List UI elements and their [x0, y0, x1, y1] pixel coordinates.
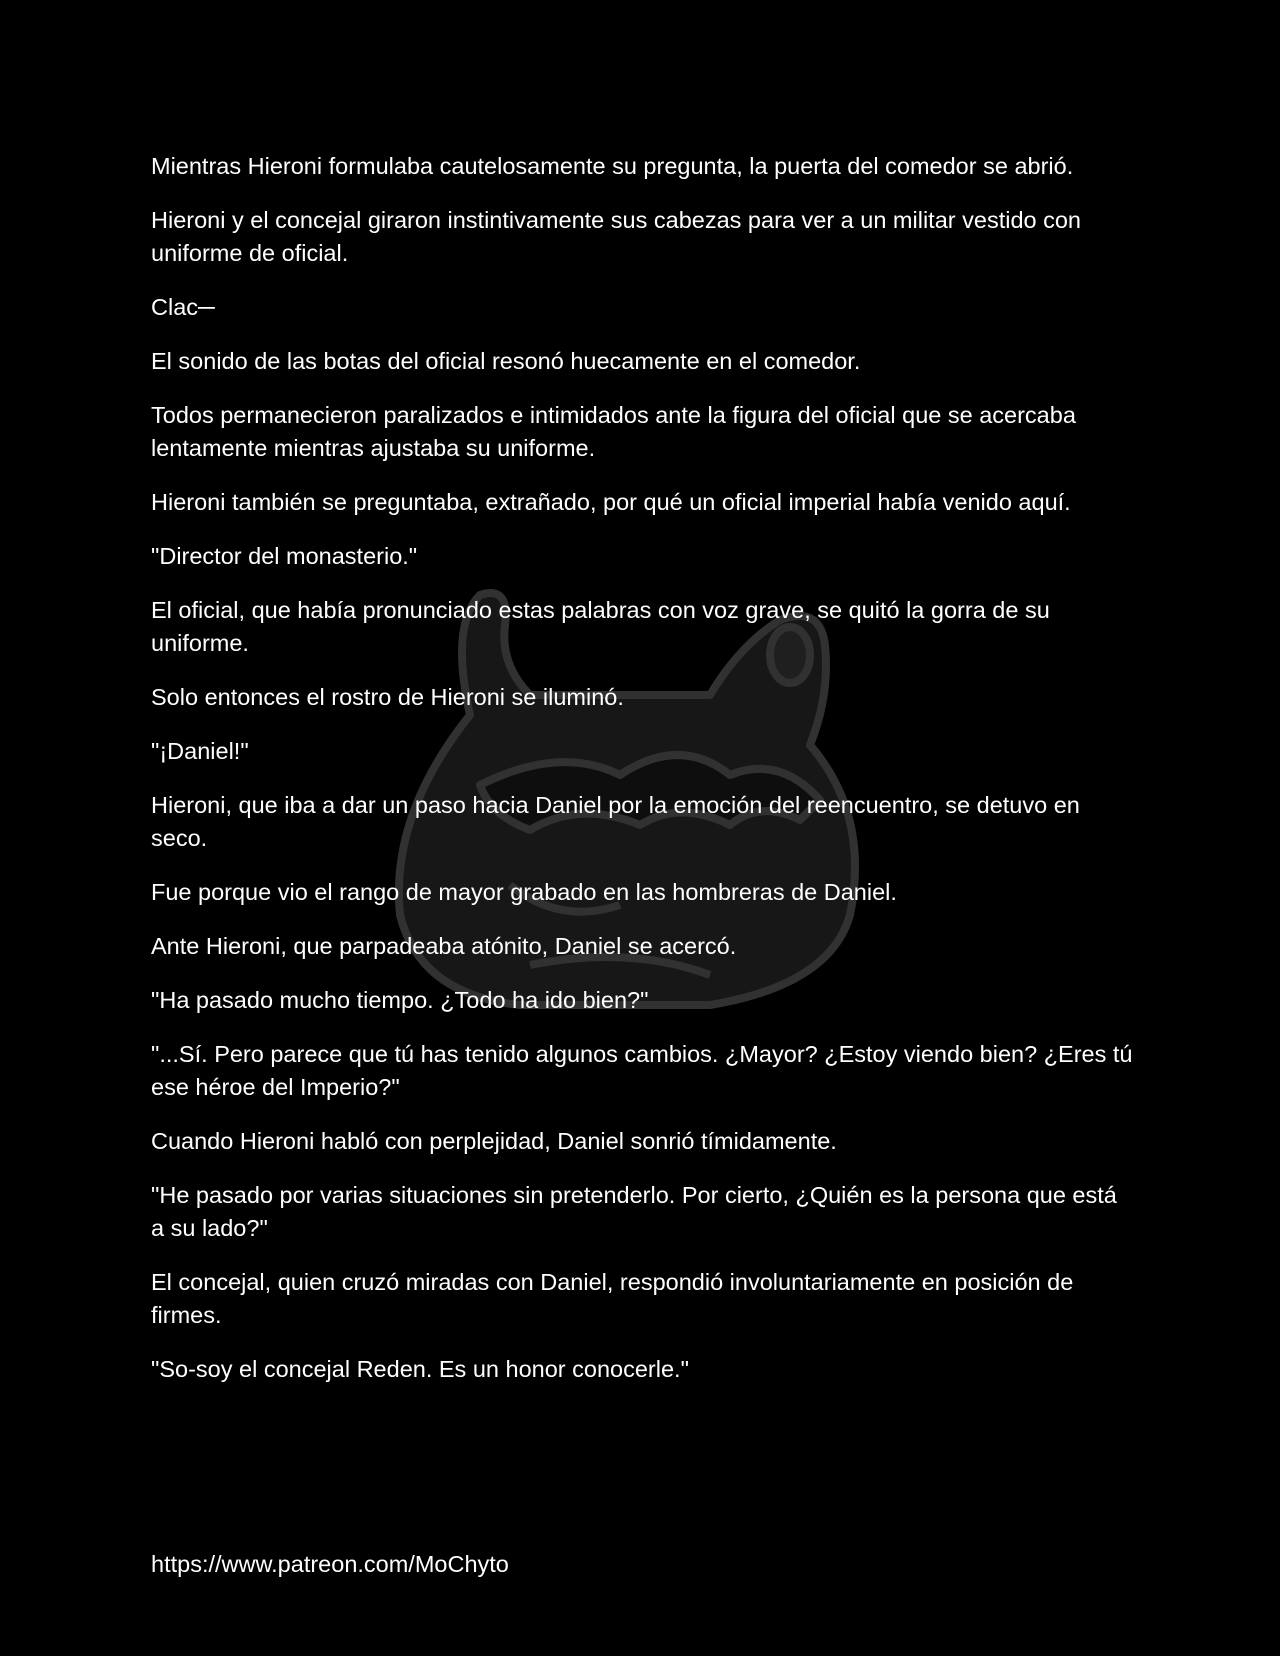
paragraph: Ante Hieroni, que parpadeaba atónito, Daniel se acercó.	[151, 933, 737, 959]
paragraph: Todos permanecieron paralizados e intimidados ante la figura del oficial que se acercaba lentamente mientras ajustaba su uniforme.	[151, 402, 1076, 461]
patreon-link[interactable]: https://www.patreon.com/MoChyto	[151, 1551, 509, 1577]
paragraph: El concejal, quien cruzó miradas con Daniel, respondió involuntariamente en posición de firmes.	[151, 1269, 1074, 1328]
paragraph: Hieroni también se preguntaba, extrañado, por qué un oficial imperial había venido aquí.	[151, 489, 1071, 515]
paragraph: Clac─	[151, 294, 215, 320]
paragraph: Solo entonces el rostro de Hieroni se iluminó.	[151, 684, 624, 710]
paragraph: "So-soy el concejal Reden. Es un honor conocerle."	[151, 1356, 689, 1382]
paragraph: "¡Daniel!"	[151, 738, 249, 764]
paragraph: Mientras Hieroni formulaba cautelosamente su pregunta, la puerta del comedor se abrió.	[151, 153, 1074, 179]
paragraph: "He pasado por varias situaciones sin pretenderlo. Por cierto, ¿Quién es la persona que está a su lado?"	[151, 1182, 1117, 1241]
paragraph: Hieroni, que iba a dar un paso hacia Daniel por la emoción del reencuentro, se detuvo en seco.	[151, 792, 1080, 851]
paragraph: El oficial, que había pronunciado estas palabras con voz grave, se quitó la gorra de su uniforme.	[151, 597, 1050, 656]
paragraph: Hieroni y el concejal giraron instintivamente sus cabezas para ver a un militar vestido con uniforme de oficial.	[151, 207, 1082, 266]
paragraph: Cuando Hieroni habló con perplejidad, Daniel sonrió tímidamente.	[151, 1128, 837, 1154]
chapter-text	[151, 150, 1136, 1407]
paragraph: "Ha pasado mucho tiempo. ¿Todo ha ido bien?"	[151, 987, 649, 1013]
paragraph: El sonido de las botas del oficial resonó huecamente en el comedor.	[151, 348, 861, 374]
paragraph: "Director del monasterio."	[151, 543, 418, 569]
paragraph: Fue porque vio el rango de mayor grabado en las hombreras de Daniel.	[151, 879, 897, 905]
paragraph: "...Sí. Pero parece que tú has tenido algunos cambios. ¿Mayor? ¿Estoy viendo bien? ¿Eres tú ese héroe del Imperio?"	[151, 1041, 1133, 1100]
